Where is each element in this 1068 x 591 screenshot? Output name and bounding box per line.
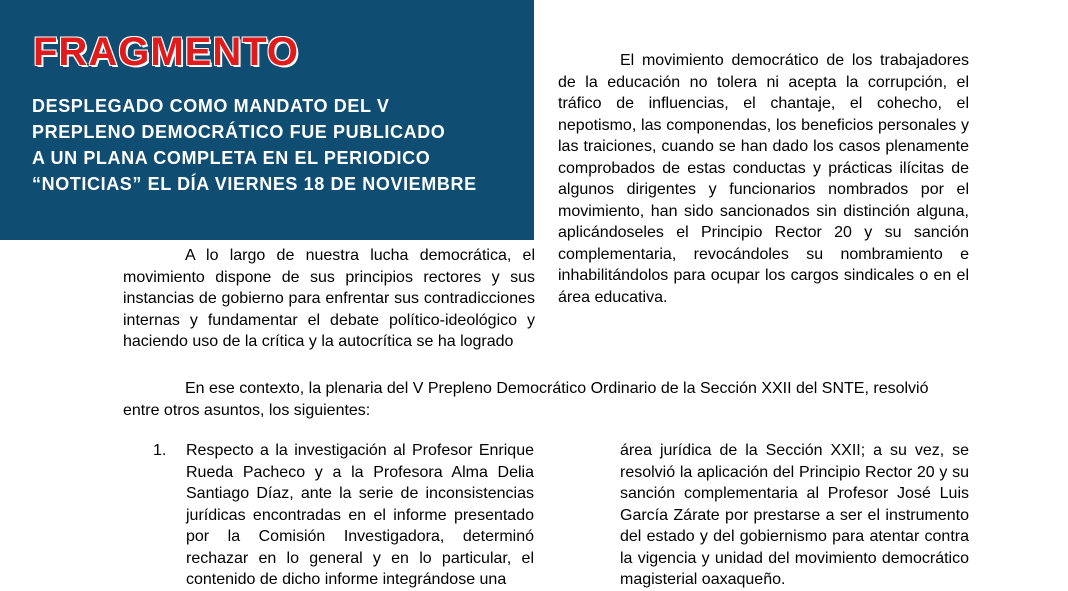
banner-line: DESPLEGADO COMO MANDATO DEL V — [32, 96, 390, 116]
left-column-paragraph: A lo largo de nuestra lucha democrática, el movimiento dispone de sus principios rectores y sus instancias de gobierno para enfrentar sus contradicciones internas y fundamentar el debate político-ideológico y haciendo uso de la crítica y la autocrítica se ha logrado — [123, 247, 535, 350]
right-column-paragraph: El movimiento democrático de los trabajadores de la educación no tolera ni acepta la corrupción, el tráfico de influencias, el chantaje, el cohecho, el nepotismo, las componendas, los beneficios personales y las traiciones, cuando se han dado los casos plenamente comprobados de estas conductas y prácticas ilícitas de algunos dirigentes y funcionarios nombrados por el movimiento, han sido sancionados sin distinción alguna, aplicándoseles el Principio Rector 20 y su sanción complementaria, revocándoles su nombramiento e inhabilitándolos para ocupar los cargos sindicales o en el área educativa. — [558, 52, 969, 306]
list-item-number: 1. — [153, 442, 167, 459]
banner-line: A UN PLANA COMPLETA EN EL PERIODICO — [32, 148, 431, 168]
banner-title: FRAGMENTO — [33, 30, 300, 74]
banner-line: “NOTICIAS” EL DÍA VIERNES 18 DE NOVIEMBRE — [32, 174, 477, 194]
list-item-text: Respecto a la investigación al Profesor Enrique Rueda Pacheco y a la Profesora Alma Delia Santiago Díaz, ante la serie de inconsistencias jurídicas encontradas en el informe presentado por la Comisión Investigadora, determinó rechazar en lo general y en lo particular, el contenido de dicho informe integrándose una — [186, 442, 534, 588]
banner-line: PREPLENO DEMOCRÁTICO FUE PUBLICADO — [32, 122, 446, 142]
header-banner — [0, 0, 534, 240]
list-item-continuation: área jurídica de la Sección XXII; a su vez, se resolvió la aplicación del Principio Rector 20 y su sanción complementaria al Profesor José Luis García Zárate por prestarse a ser el instrumento del estado y del gobiernismo para atentar contra la vigencia y unidad del movimiento democrático magisterial oaxaqueño. — [620, 442, 969, 588]
context-paragraph: En ese contexto, la plenaria del V Prepleno Democrático Ordinario de la Sección XXII del SNTE, resolvió entre otros asuntos, los siguientes: — [123, 380, 929, 419]
